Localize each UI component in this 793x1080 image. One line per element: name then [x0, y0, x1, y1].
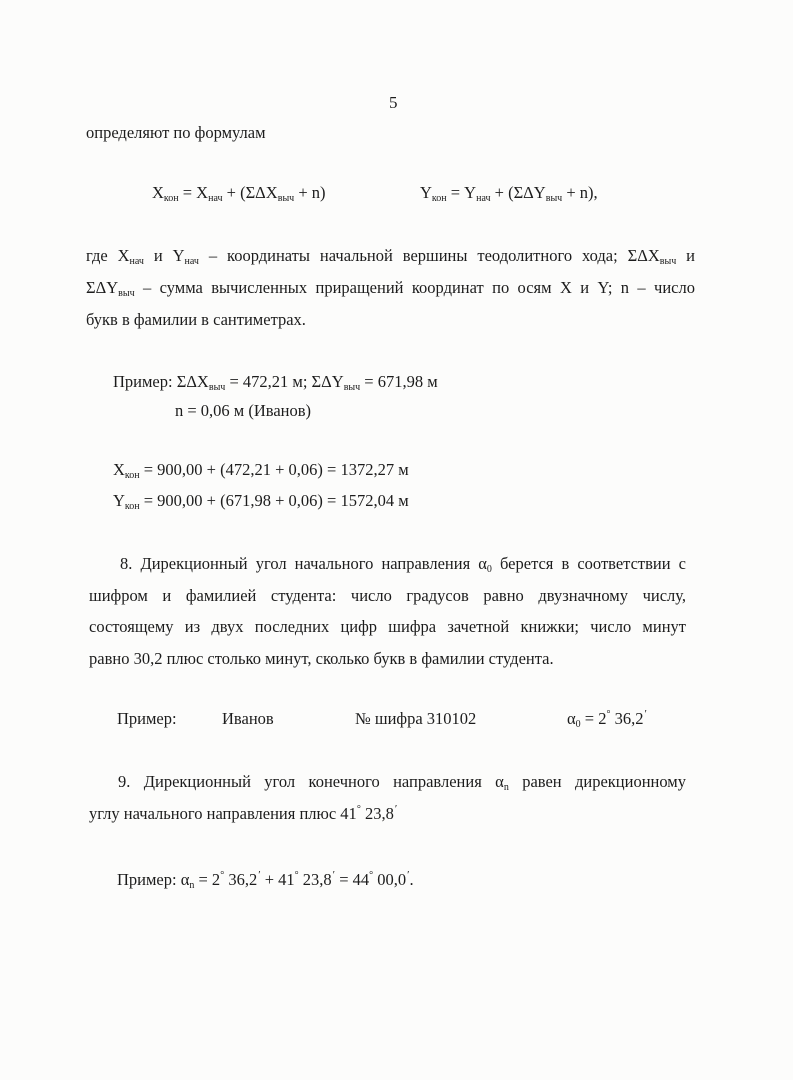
example2-name: Иванов	[222, 709, 274, 728]
formula-xkon: $X_{кон} = X_{нач} + (\Sigma\Delta X_{выч} + n)$	[152, 183, 326, 204]
explanation-line-3: букв в фамилии в сантиметрах.	[86, 310, 306, 329]
item8-line-4: равно 30,2 плюс столько минут, сколько букв в фамилии студента.	[89, 649, 554, 668]
example2-alpha: $\alpha_0 = 2^\circ$ 36,2′	[567, 708, 647, 730]
item9-line-1: 9. Дирекционный угол конечного направления $\alpha_n$ равен дирекционному	[118, 772, 686, 793]
example2-label: Пример:	[117, 709, 177, 728]
example1-line-2: n = 0,06 м (Иванов)	[175, 401, 312, 420]
item9-line-2: углу начального направления плюс 41° 23,8′	[89, 803, 398, 823]
formula-ykon: $Y_{кон} = Y_{нач} + (\Sigma\Delta Y_{выч} + n)$,	[420, 183, 598, 204]
example2-cipher: № шифра 310102	[355, 709, 477, 728]
intro-text: определяют по формулам	[86, 123, 266, 142]
example1-xkon: $X_{кон} = 900,00 + (472,21 + 0,06) = 1372,27$ м	[113, 460, 409, 481]
example3-line: Пример: $\alpha_n = 2^\circ$ 36,2′ + 41° 23,8′ = 44° 00,0′.	[117, 869, 414, 891]
explanation-line-2: $\Sigma\Delta Y_{выч}$ – сумма вычисленных приращений координат по осям X и Y; n – число	[86, 278, 695, 299]
example1-ykon: $Y_{кон} = 900,00 + (671,98 + 0,06) = 1572,04$ м	[113, 491, 409, 512]
item8-line-3: состоящему из двух последних цифр шифра зачетной книжки; число минут	[89, 617, 686, 636]
item8-line-1: 8. Дирекционный угол начального направления $\alpha_0$ берется в соответствии с	[120, 554, 686, 575]
example1-line-1: Пример: $\Sigma\Delta X_{выч} = 472,21$ м; $\Sigma\Delta Y_{выч} = 671,98$ м	[113, 372, 438, 393]
page-number: 5	[389, 93, 398, 112]
explanation-line-1: где $X_{нач}$ и $Y_{нач}$ – координаты начальной вершины теодолитного хода; $\Sigma\Delta X_{выч}$ и	[86, 246, 695, 267]
item8-line-2: шифром и фамилией студента: число градусов равно двузначному числу,	[89, 586, 686, 605]
